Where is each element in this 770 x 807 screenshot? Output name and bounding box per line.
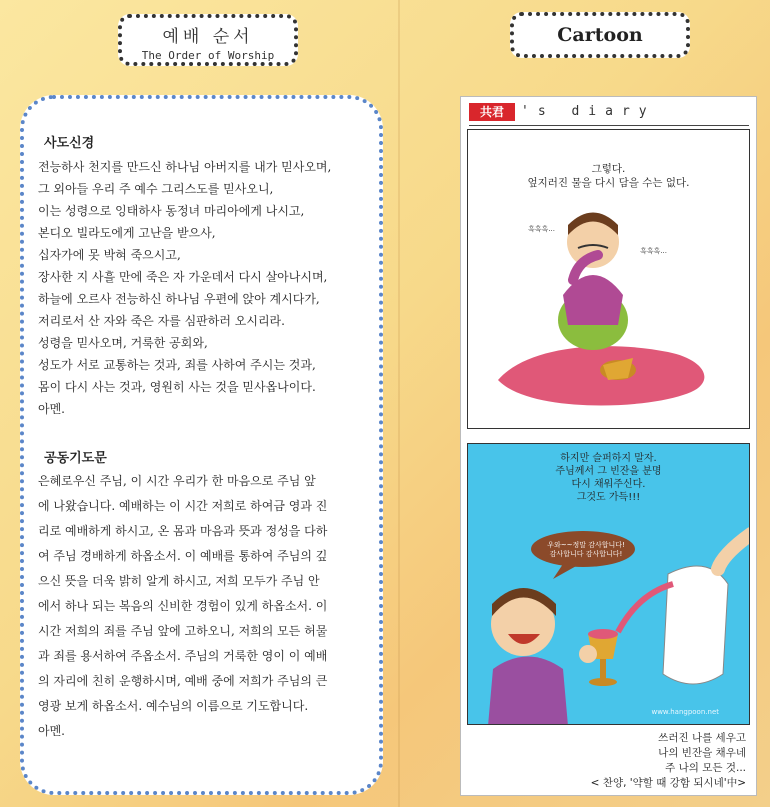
diary-rule xyxy=(469,125,749,126)
prayer-line: 은혜로우신 주님, 이 시간 우리가 한 마음으로 주님 앞 xyxy=(38,474,316,488)
happy-boy-illustration xyxy=(468,444,750,725)
diary-header xyxy=(469,103,749,123)
speech-bubble-text xyxy=(536,541,636,559)
creed-text xyxy=(38,156,378,420)
creed-line: 본디오 빌라도에게 고난을 받으사, xyxy=(38,226,216,240)
creed-line: 장사한 지 사흘 만에 죽은 자 가운데서 다시 살아나시며, xyxy=(38,270,328,284)
speech-line: 우와~~정말 감사합니다! xyxy=(547,541,625,549)
prayer-line: 리로 예배하게 하시고, 온 몸과 마음과 뜻과 정성을 다하 xyxy=(38,524,328,538)
creed-title: 사도신경 xyxy=(44,136,95,151)
prayer-line: 으신 뜻을 더욱 밝히 알게 하시고, 저희 모두가 주님 안 xyxy=(38,574,320,588)
hymn-line: < 찬양, '약할 때 강함 되시네'中> xyxy=(590,777,746,789)
creed-line: 그 외아들 우리 주 예수 그리스도를 믿사오니, xyxy=(38,182,274,196)
hymn-line: 쓰러진 나를 세우고 xyxy=(658,732,746,744)
cartoon-panel-1 xyxy=(467,129,750,429)
panel2-caption-line: 그것도 가득!!! xyxy=(576,492,641,503)
panel2-caption-line: 주님께서 그 빈잔을 분명 xyxy=(555,466,662,477)
prayer-line: 에 나왔습니다. 예배하는 이 시간 저희로 하여금 영과 진 xyxy=(38,499,328,513)
order-title-korean: 예배 순서 xyxy=(162,27,254,47)
hymn-line: 나의 빈잔을 채우네 xyxy=(658,747,746,759)
prayer-title: 공동기도문 xyxy=(44,451,107,466)
hymn-line: 주 나의 모든 것... xyxy=(665,762,746,774)
creed-line: 하늘에 오르사 전능하신 하나님 우편에 앉아 계시다가, xyxy=(38,292,320,306)
creed-line: 전능하사 천지를 만드신 하나님 아버지를 내가 믿사오며, xyxy=(38,160,332,174)
panel1-caption-line: 엎지러진 물을 다시 담을 수는 없다. xyxy=(527,177,690,189)
page-fold xyxy=(398,0,400,807)
creed-line: 저리로서 산 자와 죽은 자를 심판하러 오시리라. xyxy=(38,314,285,328)
prayer-line: 의 자리에 친히 운행하시며, 예배 중에 저희가 주님의 큰 xyxy=(38,674,328,688)
prayer-line: 과 죄를 용서하여 주옵소서. 주님의 거룩한 영이 이 예배 xyxy=(38,649,328,663)
panel2-caption-line: 다시 채워주신다. xyxy=(571,479,646,490)
speech-line: 감사합니다 감사합니다! xyxy=(549,550,623,558)
diary-logo: 共君 xyxy=(469,103,515,121)
cartoon-strip xyxy=(460,96,757,796)
order-of-worship-badge xyxy=(118,14,298,66)
prayer-line: 시간 저희의 죄를 주님 앞에 고하오니, 저희의 모든 허물 xyxy=(38,624,328,638)
watermark: www.hangpoon.net xyxy=(651,708,719,716)
sob-sound-effect: 흑흑흑... xyxy=(640,247,667,255)
cartoon-panel-2 xyxy=(467,443,750,725)
creed-line: 성령을 믿사오며, 거룩한 공회와, xyxy=(38,336,208,350)
creed-line: 십자가에 못 박혀 죽으시고, xyxy=(38,248,181,262)
prayer-text xyxy=(38,469,376,744)
panel1-caption-line: 그렇다. xyxy=(591,163,626,175)
order-title-english: The Order of Worship xyxy=(141,49,275,62)
panel2-caption-line: 하지만 슬퍼하지 말자. xyxy=(560,453,657,464)
prayer-line: 아멘. xyxy=(38,724,65,738)
crying-boy-illustration xyxy=(468,130,750,429)
creed-line: 성도가 서로 교통하는 것과, 죄를 사하여 주시는 것과, xyxy=(38,358,316,372)
hymn-quote xyxy=(591,731,746,791)
creed-line: 몸이 다시 사는 것과, 영원히 사는 것을 믿사옵나이다. xyxy=(38,380,316,394)
creed-line: 아멘. xyxy=(38,402,65,416)
prayer-line: 에서 하나 되는 복음의 신비한 경험이 있게 하옵소서. 이 xyxy=(38,599,328,613)
worship-text-panel xyxy=(20,95,383,795)
cartoon-badge xyxy=(510,12,690,58)
prayer-line: 영광 보게 하옵소서. 예수님의 이름으로 기도합니다. xyxy=(38,699,309,713)
cartoon-title: Cartoon xyxy=(557,24,643,46)
diary-logo-suffix: 's diary xyxy=(521,104,656,119)
creed-line: 이는 성령으로 잉태하사 동정녀 마리아에게 나시고, xyxy=(38,204,305,218)
prayer-line: 여 주님 경배하게 하옵소서. 이 예배를 통하여 주님의 깊 xyxy=(38,549,328,563)
sob-sound-effect: 흑흑흑... xyxy=(528,225,555,233)
